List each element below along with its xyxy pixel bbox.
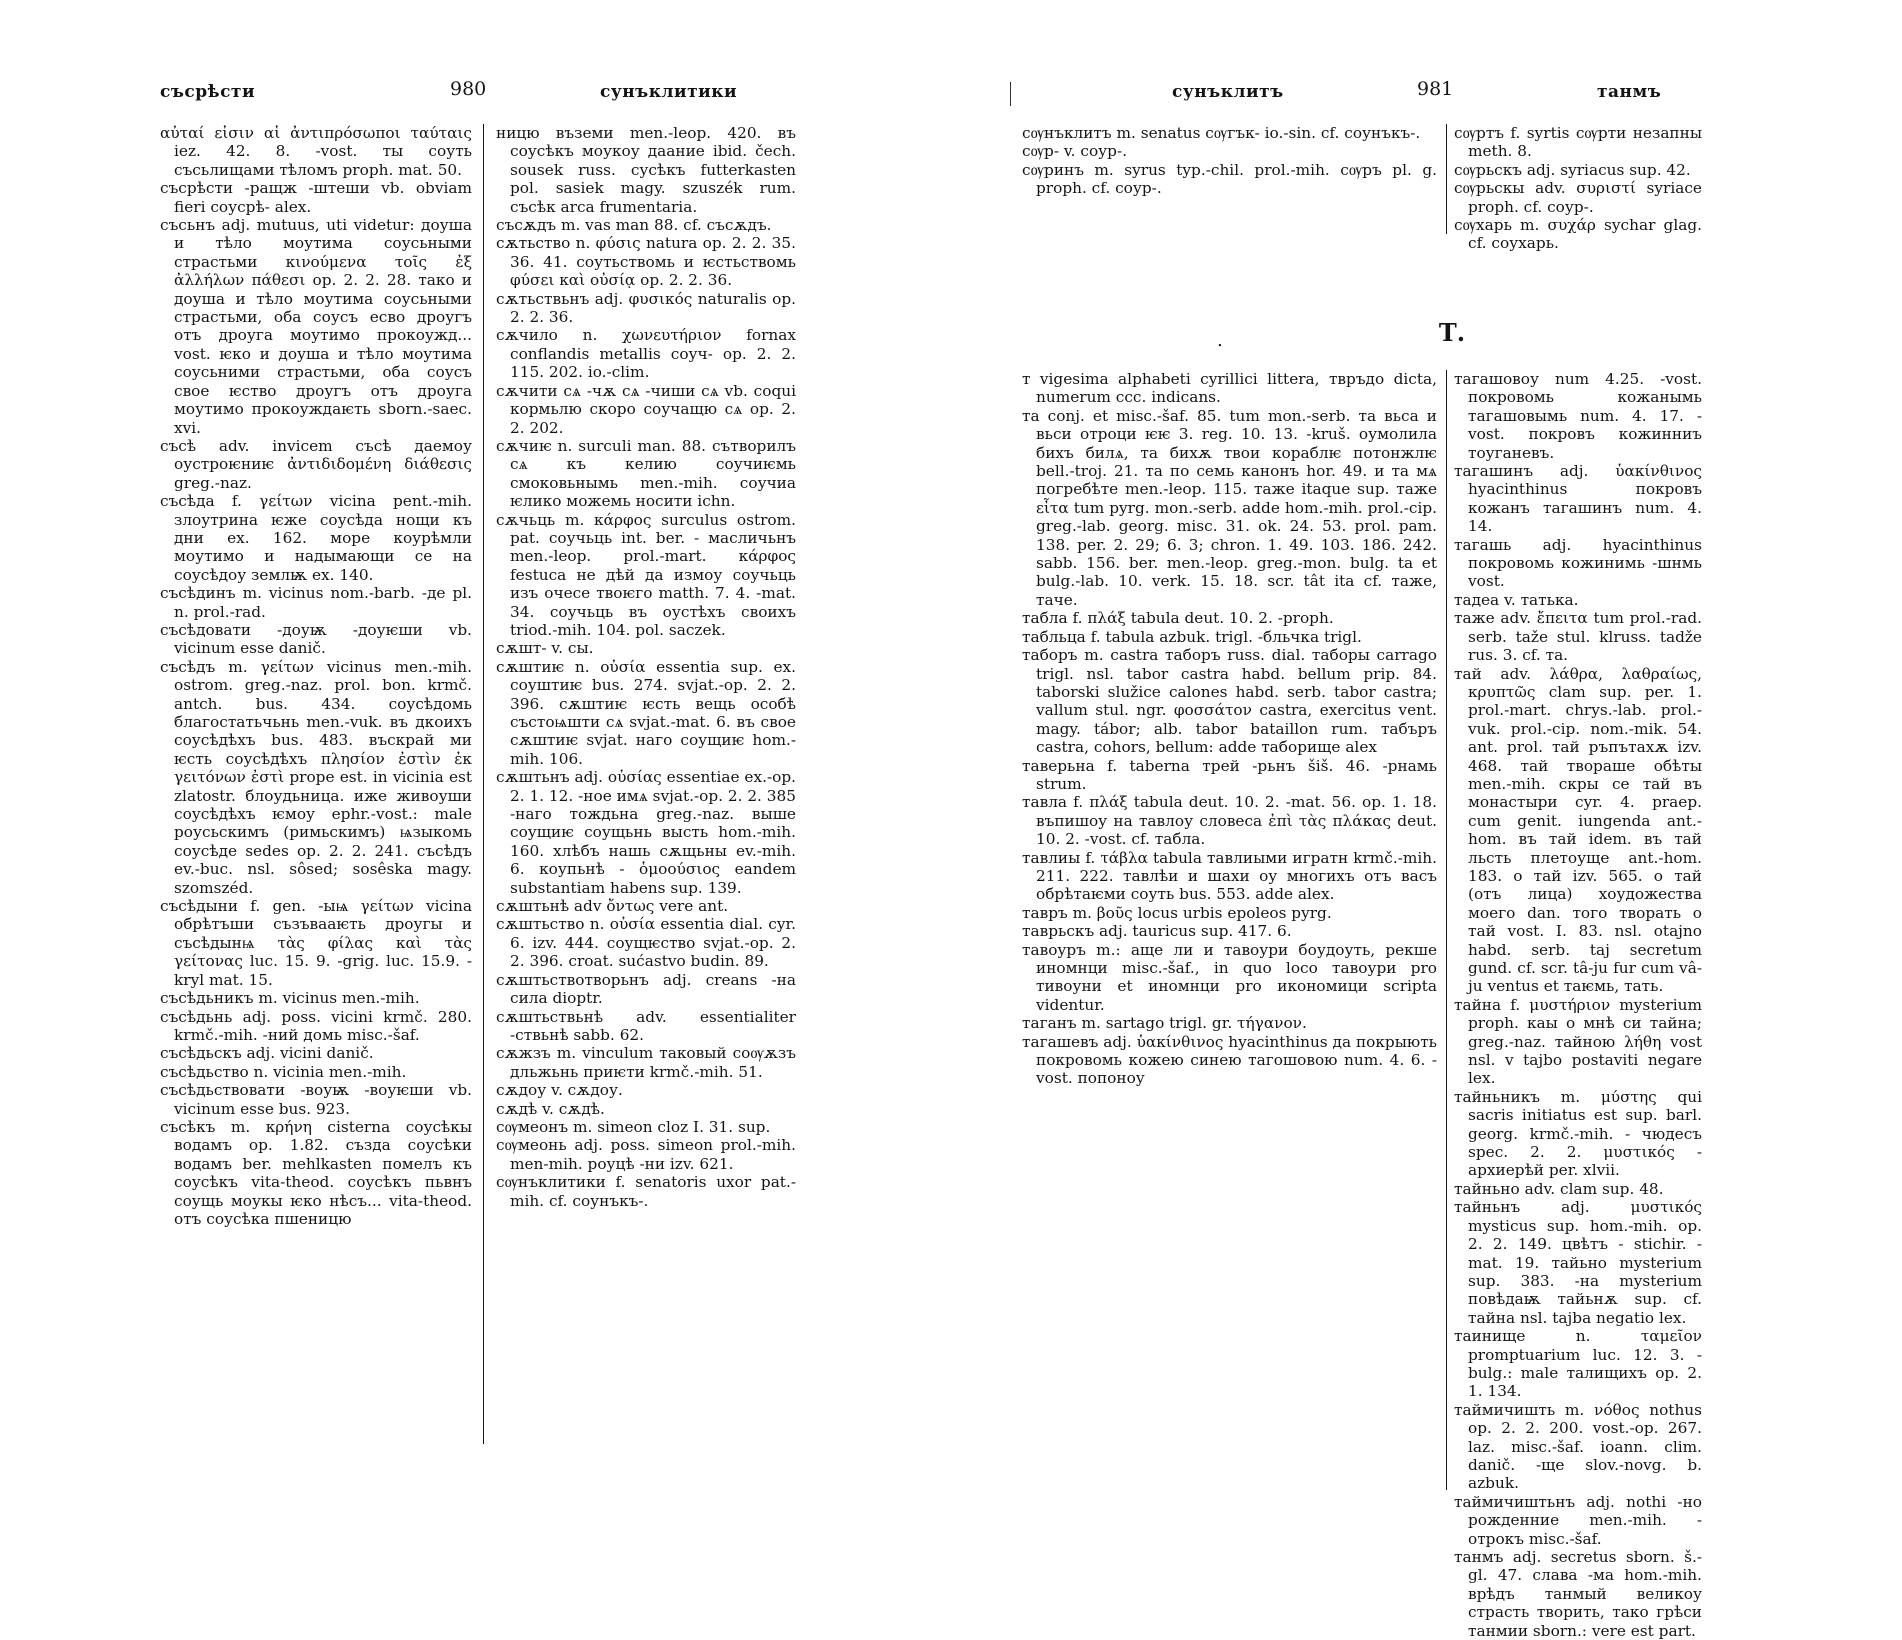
right-page-header: [1022, 78, 1702, 112]
dictionary-entry: сѫчити сѧ -чѫ сѧ -чиши сѧ vb. coqui кормьлю скоро соучащю сѧ op. 2. 2. 202.: [496, 381, 796, 437]
left-running-head-left: съсрѣсти: [160, 82, 256, 102]
dictionary-entry: съсѣдьство n. vicinia men.-mih.: [160, 1062, 407, 1081]
dictionary-entry: таборъ m. castra таборъ russ. dial. таборы carrago trigl. nsl. tabor castra habd. bellum prip. 84. taborski služice calones habd. serb. tabor castra; vallum stul. ngr. φοσσάτον castra, exercitus vent. magy. tábor; alb. tabor bataillon rum. табъръ castra, cohors, bellum: adde таборище alex: [1022, 646, 1437, 757]
dictionary-entry: съсѣдьскъ adj. vicini danič.: [160, 1044, 374, 1063]
dictionary-entry: тагашь adj. hyacinthinus покровомь кожинимь -шнмь vost.: [1454, 535, 1702, 591]
dictionary-entry: таинище n. ταμεῖον promptuarium luc. 12. 3. -bulg.: male талищихъ op. 2. 1. 134.: [1454, 1327, 1702, 1401]
dictionary-entry: съсѣдинъ m. vicinus nom.-barb. -де pl. n. prol.-rad.: [160, 584, 472, 621]
column-divider: [483, 124, 484, 1444]
left-page-column-2: [496, 124, 796, 1454]
dictionary-entry: та conj. et misc.-šaf. 85. tum mon.-serb. та вьса и вьси отроци ѥѥ 3. reg. 10. 13. -kruš. оумолила бихъ билѧ, та бихѫ твои кораблѥ потонжлѥ bell.-troj. 21. та по семь канонъ hor. 49. и та мѧ погребѣте men.-leop. 115. таже itaque sup. таже εἶτα tum pyrg. mon.-serb. adde hom.-mih. prol.-cip. greg.-lab. georg. misc. 31. ok. 24. 53. prol. pam. 138. per. 2. 29; 6. 3; chron. 1. 49. 103. 186. 242. sabb. 156. ber. men.-leop. greg.-mon. bulg. ta et bulg.-lab. 10. verk. 15. 18. scr. tât ita cf. таже, таче.: [1022, 406, 1437, 609]
left-page-header: [160, 78, 800, 112]
dictionary-entry: таймичиштьнъ adj. nothi -но рожденние men.-mih. - отрокъ misc.-šaf.: [1454, 1492, 1702, 1548]
dictionary-entry: тагашовоу num 4.25. -vost. покровомь кожанымь тагашовымь num. 4. 17. -vost. покровъ кожинниъ тоуганевъ.: [1454, 370, 1702, 462]
dictionary-entry: сѹнъклитики f. senatoris uxor pat.-mih. cf. соунъкъ-.: [496, 1173, 796, 1210]
dictionary-entry: тадеа v. татька.: [1454, 590, 1579, 609]
dictionary-entry: сѫчьць m. κάρφος surculus ostrom. pat. соучьць int. ber. - масличьнъ men.-leop. prol.-mart. κάρφος festuca не дѣй да измоу соучьць изъ очесе твоѥго matth. 7. 4. -mat. 34. соучьць въ оустѣхъ своихъ triod.-mih. 104. pol. saczek.: [496, 510, 796, 639]
dictionary-entry: αὐταί εἰσιν αἱ ἀντιπρόσωποι ταύταις iez. 42. 8. -vost. ты соуть съсьлищами тѣломъ proph. mat. 50.: [160, 124, 472, 179]
left-page-column-1: [160, 124, 472, 1444]
dictionary-entry: сѹрьскъ adj. syriacus sup. 42.: [1454, 160, 1691, 179]
dictionary-entry: сѫштиѥ n. οὐσία essentia sup. ex. соуштиѥ bus. 274. svjat.-op. 2. 2. 396. сѫштиѥ ѥсть вещь особѣ състоѩшти сѧ svjat.-mat. 6. въ свое сѫштиѥ svjat. наго соущиѥ hom.-mih. 106.: [496, 657, 796, 768]
dictionary-entry: сѫжзъ m. vinculum таковый соѹѫзъ дльжьнь приѥти krmč.-mih. 51.: [496, 1044, 796, 1081]
dictionary-entry: съсѣкъ m. κρήνη cisterna соусѣкы водамъ op. 1.82. създа соусѣки водамъ ber. mehlkasten помелъ къ соусѣкъ vita-theod. соусѣкъ пьвнъ соущь моукы ѥко нѣсъ... vita-theod. отъ соусѣка пшеницю: [160, 1117, 472, 1228]
dictionary-entry: тавлиы f. τάβλα tabula тавлиыми игратн krmč.-mih. 211. 222. тавлѣи и шахи оу многихъ отъ васъ обрѣтаѥми соуть bus. 553. adde alex.: [1022, 848, 1437, 904]
dictionary-entry: сѹр- v. соур-.: [1022, 142, 1128, 161]
column-divider: [1446, 370, 1447, 1490]
dictionary-entry: съсѣдьнь adj. poss. vicini krmč. 280. krmč.-mih. -ний домь misc.-šaf.: [160, 1007, 472, 1044]
dictionary-entry: сѹхарь m. συχάρ sychar glag. cf. соухарь.: [1454, 216, 1702, 253]
dictionary-entry: съсѫдъ m. vas man 88. cf. съсѫдъ.: [496, 216, 772, 235]
right-running-head-left: сунъклитъ: [1172, 82, 1284, 102]
gutter-mark: [1010, 82, 1011, 106]
dictionary-entry: съсѣдьствовати -воуѭ -воуѥши vb. vicinum esse bus. 923.: [160, 1081, 472, 1118]
dictionary-entry: сѫштьнѣ adv ὄντως vere ant.: [496, 897, 729, 916]
dictionary-entry: съсѣдьникъ m. vicinus men.-mih.: [160, 989, 420, 1008]
dictionary-entry: съсрѣсти -ращж -штеши vb. obviam fieri соусрѣ- alex.: [160, 179, 472, 216]
dictionary-entry: тагашевъ adj. ὑακίνθινος hyacinthinus да покрыють покровомь кожею синею тагошовою num. 4. 6. -vost. попоноу: [1022, 1032, 1437, 1088]
dictionary-entry: сѹринъ m. syrus typ.-chil. prol.-mih. сѹръ pl. g. proph. cf. соур-.: [1022, 160, 1437, 198]
right-page-column-2: [1454, 370, 1702, 1640]
dictionary-entry: сѫчиѥ n. surculi man. 88. сътворилъ сѧ къ келию соучиѥмь смоковьнымь men.-mih. соучиа ѥлико можемь носити ichn.: [496, 436, 796, 511]
dictionary-entry: тавръ m. βοῦς locus urbis epoleos pyrg.: [1022, 903, 1332, 922]
dictionary-entry: сѹмеонь adj. poss. simeon prol.-mih. men-mih. роуцѣ -ни izv. 621.: [496, 1136, 796, 1173]
right-page: [1022, 78, 1702, 1640]
right-top-column-2: [1454, 124, 1702, 264]
dictionary-entry: съсѣдыни f. gen. -ыѩ γείτων vicina обрѣтъши съзъвааѥть дроугы и съсѣдынѩ τὰς φίλας καὶ τὰς γείτονας luc. 15. 9. -grig. luc. 15.9. -kryl mat. 15.: [160, 897, 472, 989]
dictionary-entry: сѫчило n. χωνευτήριον fornax conflandis metallis соуч- op. 2. 2. 115. 202. io.-clim.: [496, 326, 796, 382]
dictionary-entry: сѫштьствотворьнъ adj. creans -на сила dioptr.: [496, 970, 796, 1008]
column-divider: [1446, 124, 1447, 234]
dictionary-entry: таже adv. ἔπειτα tum prol.-rad. serb. taže stul. klruss. tadže rus. 3. cf. та.: [1454, 609, 1702, 665]
dictionary-entry: сѹнъклитъ m. senatus сѹгък- io.-sin. cf. соунъкъ-.: [1022, 124, 1421, 142]
dictionary-entry: сѫтьствьнъ adj. φυσικός naturalis op. 2. 2. 36.: [496, 289, 796, 327]
dictionary-entry: съсѣ adv. invicem съсѣ даемоу оустроѥниѥ ἀντιδιδομένη διάθεσις greg.-naz.: [160, 436, 472, 492]
dictionary-entry: сѫдоу v. сѫдоу.: [496, 1081, 623, 1100]
dictionary-entry: съсьнъ adj. mutuus, uti videtur: доуша и тѣло моутима соусьными страстьми κινούμενα τοῖς ἐξ ἀλλήλων πάθεσι op. 2. 2. 28. тако и доуша и тѣло моутима соусьными страстьми, оба соусъ есво дроугъ отъ дроуга моутимо прокоужд... vost. ѥко и доуша и тѣло моутима соусьними страстьми, оба соусъ свое ѥство дроугъ отъ дроуга моутимо прокоуждаѥть sborn.-saec. xvi.: [160, 216, 472, 437]
dictionary-entry: сѹмеонъ m. simeon cloz I. 31. sup.: [496, 1117, 771, 1136]
dictionary-entry: сѫдѣ v. сѫдѣ.: [496, 1099, 605, 1118]
dictionary-entry: сѹртъ f. syrtis сѹрти незапны meth. 8.: [1454, 124, 1702, 161]
dictionary-entry: сѫштьнъ adj. οὐσίας essentiae ex.-op. 2. 1. 12. -ное имѧ svjat.-op. 2. 2. 385 -наго тождьна greg.-naz. выше соущиѥ соущьнь высть hom.-mih. 160. хлѣбъ нашь сѫщьны ev.-mih. 6. коупьнѣ - ὁμοούσιος eandem substantiam habens sup. 139.: [496, 768, 796, 897]
right-top-column-1: [1022, 124, 1437, 264]
dictionary-entry: сѫштьство n. οὐσία essentia dial. cyr. 6. izv. 444. соущѥство svjat.-op. 2. 2. 396. croat. sućastvo budin. 89.: [496, 915, 796, 971]
stray-dot: .: [1217, 330, 1223, 351]
dictionary-entry: табльца f. tabula azbuk. trigl. -бльчка trigl.: [1022, 627, 1362, 646]
dictionary-entry: таймичишть m. νόθος nothus op. 2. 2. 200. vost.-op. 267. laz. misc.-šaf. ioann. clim. danič. -ще slov.-novg. b. azbuk.: [1454, 1400, 1702, 1493]
dictionary-entry: тайньнъ adj. μυστικός mysticus sup. hom.-mih. op. 2. 2. 149. цвѣтъ - stichir. -mat. 19. тайьно mysterium sup. 383. -на mysterium повѣдаѭ тайьнѫ sup. cf. тайна nsl. tajba negatio lex.: [1454, 1198, 1702, 1327]
dictionary-entry: сѫтьство n. φύσις natura op. 2. 2. 35. 36. 41. соутьствомь и ѥстьствомь φύσει καὶ οὐσίᾳ op. 2. 2. 36.: [496, 234, 796, 290]
dictionary-entry: т vigesima alphabeti cyrillici littera, твръдо dicta, numerum ccc. indicans.: [1022, 370, 1437, 407]
left-running-head-right: сунъклитики: [600, 82, 738, 102]
dictionary-entry: сѫштьствьнѣ adv. essentialiter -ствьнѣ sabb. 62.: [496, 1007, 796, 1044]
dictionary-entry: тавоуръ m.: аще ли и тавоури боудоуть, рекше иномнци misc.-šaf., in quo loco тавоури pro тивоуни et иномнци pro икономици scripta videntur.: [1022, 940, 1437, 1014]
right-page-column-1: [1022, 370, 1437, 1500]
dictionary-entry: тай adv. λάθρα, λαθραίως, κρυπτῶς clam sup. per. 1. prol.-mart. chrys.-lab. prol.-vuk. prol.-cip. nom.-mik. 54. ant. prol. тай ръпътахѫ izv. 468. тай твораше обѣты men.-mih. скры се тай въ монастыри cyr. 4. praep. cum genit. iungenda ant.-hom. въ тай idem. въ тай льсть плетоуще ant.-hom. 183. о тай izv. 565. о тай (отъ лица) хоудожества моего dan. того творать о тай vost. I. 83. nsl. otajno habd. serb. taj secretum gund. cf. scr. tâ-ju fur cum vâ-ju ventus et таѥмь, тать.: [1454, 664, 1702, 996]
dictionary-entry: танмъ adj. secretus sborn. š.-gl. 47. слава -ма hom.-mih. врѣдъ танмый великоу страсть творить, тако грѣси танмии sborn.: vere est part.: [1454, 1548, 1702, 1640]
dictionary-entry: таврьскъ adj. tauricus sup. 417. 6.: [1022, 922, 1292, 941]
dictionary-entry: сѹрьскы adv. συριστί syriace proph. cf. соур-.: [1454, 179, 1702, 216]
dictionary-entry: тайна f. μυστήριον mysterium proph. каы о мнѣ си тайна; greg.-naz. тайною λήθη vost nsl. v tajbo postaviti negare lex.: [1454, 995, 1702, 1088]
dictionary-entry: тавла f. πλάξ tabula deut. 10. 2. -mat. 56. op. 1. 18. въпишоу на тавлоу словеса ἐπὶ τὰς πλάκας deut. 10. 2. -vost. cf. табла.: [1022, 793, 1437, 849]
dictionary-entry: таганъ m. sartago trigl. gr. τήγανον.: [1022, 1014, 1307, 1033]
dictionary-entry: тагашинъ adj. ὑακίνθινος hyacinthinus покровъ кожанъ тагашинъ num. 4. 14.: [1454, 462, 1702, 536]
dictionary-entry: съсѣда f. γείτων vicina pent.-mih. злоутрина ѥже соусѣда нощи къ дни ex. 162. море коурѣмли моутимо и надымающи се на соусѣдоу землѭ ex. 140.: [160, 492, 472, 584]
dictionary-entry: сѫшт- v. сы.: [496, 639, 594, 658]
left-page-number: 980: [450, 78, 487, 100]
dictionary-entry: съсѣдовати -доуѭ -доуѥши vb. vicinum esse danič.: [160, 620, 472, 658]
dictionary-entry: тайньно adv. clam sup. 48.: [1454, 1179, 1664, 1198]
dictionary-entry: тайньникъ m. μύστης qui sacris initiatus est sup. barl. georg. krmč.-mih. - чюдесъ spec. 2. 2. μυστικός - архиерѣй per. xlvii.: [1454, 1087, 1702, 1180]
dictionary-entry: табла f. πλάξ tabula deut. 10. 2. -proph.: [1022, 609, 1334, 628]
dictionary-entry: таверьна f. taberna трей -рьнъ šiš. 46. -рнамь strum.: [1022, 756, 1437, 793]
right-page-number: 981: [1417, 78, 1454, 100]
dictionary-entry: съсѣдъ m. γείτων vicinus men.-mih. ostrom. greg.-naz. prol. bon. krmč. antch. bus. 434. соусѣдомь благостатьчьнь men.-vuk. въ дкоихъ соусѣдѣхъ bus. 483. въскрай ми ѥсть соусѣдѣхъ πλησίον ἐστὶν ἐκ γειτόνων ἐστὶ prope est. in vicinia est zlatostr. блоудьница. иже живоуши соусѣдѣхъ ѥмоу ephr.-vost.: male роусьскимъ (римьскимъ) ѩзыкомь соусѣде sedes op. 2. 2. 241. съсѣдъ ev.-buc. nsl. sôsed; sosêska magy. szomszéd.: [160, 657, 472, 897]
section-letter-t: Т.: [1438, 318, 1466, 347]
left-page: [160, 78, 800, 1228]
right-running-head-right: танмъ: [1597, 82, 1662, 102]
dictionary-entry: ницю въземи men.-leop. 420. въ соусѣкъ моукоу даание ibid. čech. sousek russ. сусѣкъ futterkasten pol. sasiek magy. szuszék rum. cъcѣк arca frumentaria.: [496, 124, 796, 216]
